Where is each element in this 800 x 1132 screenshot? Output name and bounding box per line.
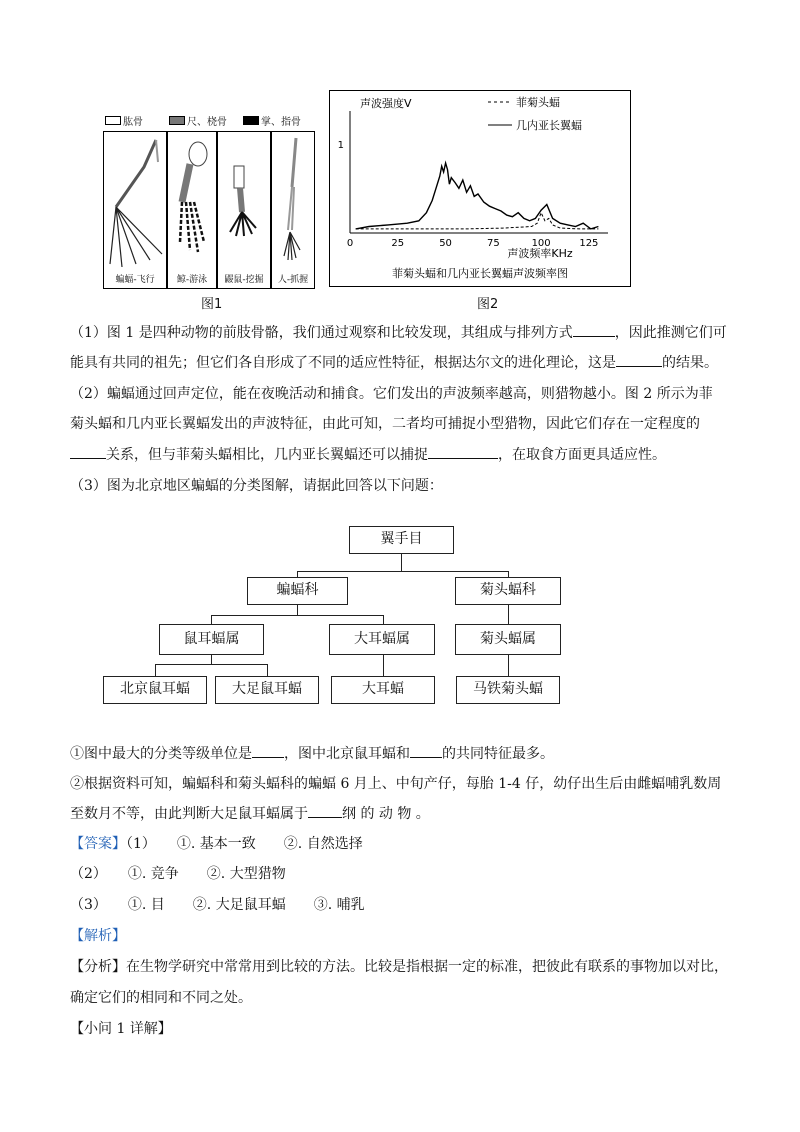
panel-caption-bat: 蝙蝠-飞行	[115, 275, 155, 285]
analysis-tag: 【分析】	[70, 959, 126, 975]
q1-text-d: 的结果。	[662, 355, 718, 371]
panel-caption-human: 人-抓握	[277, 275, 309, 285]
answer-line-2: （2） ①. 竞争 ②. 大型猎物	[70, 866, 286, 882]
answer-line-3: （3） ①. 目 ②. 大足鼠耳蝠 ③. 哺乳	[70, 897, 365, 913]
figure-2-chart	[329, 90, 631, 287]
connector	[297, 571, 508, 572]
tree-node-genus-myotis: 鼠耳蝠属	[159, 624, 264, 655]
tree-node-species-brown-long-eared-bat: 大耳蝠	[331, 676, 435, 704]
s2-text-c: 纲 的 动 物 。	[342, 806, 430, 822]
detail-heading: 【小问 1 详解】	[70, 1021, 172, 1037]
s1-text-b: ，图中北京鼠耳蝠和	[284, 746, 410, 762]
answer-blank	[410, 743, 442, 758]
question-2-line-1: （2）蝙蝠通过回声定位，能在夜晚活动和捕食。它们发出的声波频率越高，则猎物越小。图 2 所示为菲	[70, 386, 713, 402]
bat-wing-bones-image	[104, 132, 166, 272]
tree-node-species-big-footed-myotis: 大足鼠耳蝠	[215, 676, 319, 704]
tree-node-family-rhinolophidae: 菊头蝠科	[455, 577, 561, 605]
x-axis-label: 声波频率KHz	[507, 247, 573, 260]
q2-text-c: 关系，但与菲菊头蝠相比，几内亚长翼蝠还可以捕捉	[106, 447, 428, 463]
sub-question-2-line-2	[70, 803, 430, 825]
q2-text-d: ，在取食方面更具适应性。	[498, 447, 666, 463]
connector	[508, 571, 509, 578]
x-tick-label: 100	[531, 238, 551, 249]
connector	[383, 615, 384, 625]
s1-text-c: 的共同特征最多。	[442, 746, 554, 762]
x-tick-label: 50	[439, 238, 452, 249]
panel-whale	[167, 131, 217, 289]
tree-node-genus-plecotus: 大耳蝠属	[329, 624, 435, 655]
panel-human	[271, 131, 315, 289]
answer-label: 【答案】	[70, 836, 126, 852]
human-arm-bones-image	[272, 132, 314, 272]
connector	[211, 615, 212, 625]
frequency-chart-svg	[330, 91, 630, 286]
answer-blank	[573, 322, 615, 337]
legend-label: 尺、桡骨	[187, 117, 227, 128]
question-2-line-3	[70, 444, 666, 466]
question-3-intro: （3）图为北京地区蝙蝠的分类图解，请据此回答以下问题：	[70, 478, 443, 494]
answer-line-1	[70, 833, 363, 855]
tree-node-family-vespertilionidae: 蝙蝠科	[247, 577, 348, 605]
connector	[508, 604, 509, 625]
tree-node-species-beijing-myotis: 北京鼠耳蝠	[103, 676, 207, 704]
connector	[383, 654, 384, 677]
chart-title: 菲菊头蝠和几内亚长翼蝠声波频率图	[392, 267, 568, 280]
y-axis-label: 声波强度V	[360, 97, 412, 110]
tree-node-order: 翼手目	[349, 526, 454, 554]
x-tick-label: 125	[579, 238, 599, 249]
question-1-line-2	[70, 352, 718, 374]
answer-blank	[428, 444, 498, 459]
legend-hand-bones	[243, 113, 301, 128]
sub-question-1	[70, 743, 554, 765]
q1-text-c: 能具有共同的祖先；但它们各自形成了不同的适应性特征，根据达尔文的进化理论，这是	[70, 355, 616, 371]
figure-2-caption: 图2	[477, 297, 499, 312]
s2-text-b: 至数月不等，由此判断大足鼠耳蝠属于	[70, 806, 308, 822]
question-1-line-1	[70, 322, 727, 344]
connector	[297, 604, 298, 615]
panel-mole	[217, 131, 271, 289]
connector	[508, 654, 509, 677]
panel-bat	[103, 131, 167, 289]
legend-swatch-gray	[169, 116, 185, 125]
whale-flipper-bones-image	[168, 132, 216, 272]
legend-label-dashed: 菲菊头蝠	[516, 96, 560, 109]
connector	[155, 664, 156, 677]
legend-swatch-white	[105, 116, 121, 125]
analysis-line-2: 确定它们的相同和不同之处。	[70, 990, 252, 1006]
tree-node-species-greater-horseshoe-bat: 马铁菊头蝠	[456, 676, 560, 704]
series-line-solid	[356, 163, 599, 229]
q1-text-b: ，因此推测它们可	[614, 325, 727, 341]
connector	[297, 571, 298, 578]
y-tick-label: 1	[337, 140, 344, 151]
mole-forelimb-bones-image	[218, 132, 270, 272]
analysis-text-1: 在生物学研究中常常用到比较的方法。比较是指根据一定的标准，把彼此有联系的事物加以对比，	[126, 959, 728, 975]
connector	[211, 654, 212, 664]
analysis-label: 【解析】	[70, 928, 126, 944]
connector	[267, 664, 268, 677]
x-tick-label: 0	[346, 238, 354, 249]
chart-series	[356, 163, 599, 229]
x-tick-label: 25	[391, 238, 405, 249]
connector	[211, 615, 383, 616]
legend-label-solid: 几内亚长翼蝠	[516, 119, 582, 132]
panel-caption-mole: 鼹鼠-挖掘	[224, 275, 264, 285]
question-2-line-2: 菊头蝠和几内亚长翼蝠发出的声波特征，由此可知，二者均可捕捉小型猎物，因此它们存在一定程度的	[70, 416, 700, 432]
q1-text-a: （1）图 1 是四种动物的前肢骨骼，我们通过观察和比较发现，其组成与排列方式	[70, 325, 573, 341]
answer-blank	[308, 803, 342, 818]
legend-label: 掌、指骨	[261, 117, 301, 128]
answer-part-1: （1） ①. 基本一致 ②. 自然选择	[126, 836, 363, 852]
series-line-dashed	[356, 213, 599, 229]
legend-swatch-black	[243, 116, 259, 125]
legend-radius-ulna	[169, 113, 227, 128]
answer-blank	[70, 444, 106, 459]
x-tick-label: 75	[486, 238, 500, 249]
connector	[401, 553, 402, 571]
analysis-line-1	[70, 956, 728, 978]
sub-question-2-line-1: ②根据资料可知，蝙蝠科和菊头蝠科的蝙蝠 6 月上、中旬产仔，每胎 1-4 仔，幼仔出生后由雌蝠哺乳数周	[70, 776, 722, 792]
s1-text-a: ①图中最大的分类等级单位是	[70, 746, 252, 762]
legend-label: 肱骨	[123, 117, 143, 128]
connector	[155, 664, 267, 665]
legend-humerus	[105, 113, 143, 128]
answer-blank	[616, 352, 662, 367]
panel-caption-whale: 鲸-游泳	[176, 275, 208, 285]
answer-blank	[252, 743, 284, 758]
tree-node-genus-rhinolophus: 菊头蝠属	[455, 624, 561, 655]
figure-1-caption: 图1	[201, 297, 223, 312]
figure-1-forelimb-bones	[103, 113, 315, 291]
